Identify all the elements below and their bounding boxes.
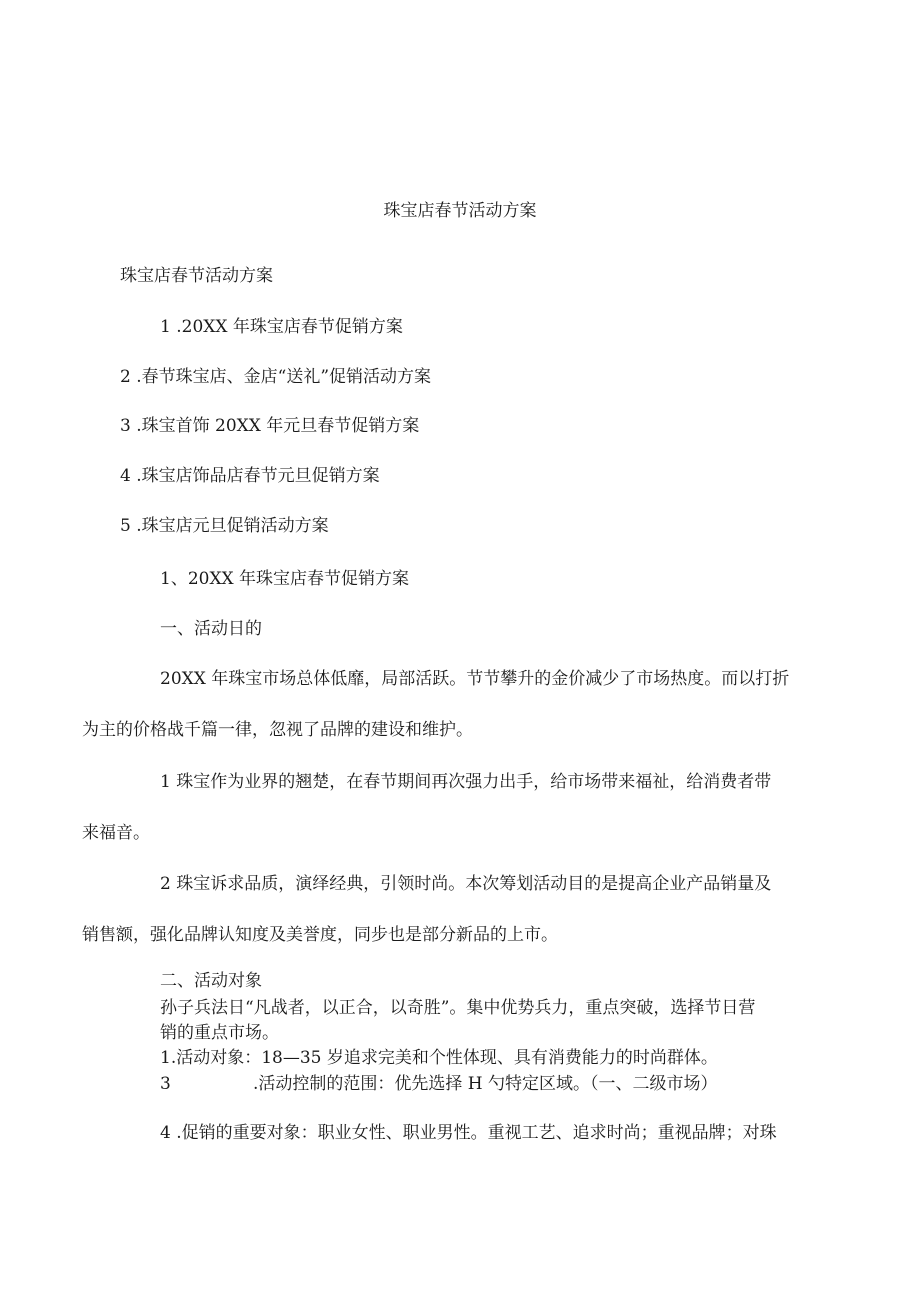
paragraph-1-line-1: 20XX 年珠宝市场总体低靡，局部活跃。节节攀升的金价减少了市场热度。而以打折 (160, 669, 790, 689)
toc-item-1: 1 .20XX 年珠宝店春节促销方案 (160, 317, 403, 337)
document-title: 珠宝店春节活动方案 (383, 201, 537, 221)
paragraph-4-line-2: 销的重点市场。 (160, 1023, 279, 1043)
section-heading: 1、20XX 年珠宝店春节促销方案 (160, 569, 410, 589)
paragraph-3-line-1: 2 珠宝诉求品质，演绎经典，引领时尚。本次筹划活动目的是提高企业产品销量及 (160, 874, 772, 894)
subtitle: 珠宝店春节活动方案 (120, 266, 273, 286)
paragraph-5: 1.活动对象：18—35 岁追求完美和个性体现、具有消费能力的时尚群体。 (160, 1048, 718, 1068)
toc-item-4: 4 .珠宝店饰品店春节元旦促销方案 (120, 466, 380, 486)
toc-item-2: 2 .春节珠宝店、金店“送礼”促销活动方案 (120, 367, 432, 387)
heading-activity-purpose: 一、活动日的 (160, 619, 262, 639)
paragraph-6-text: .活动控制的范围：优先选择 H 勺特定区域。（一、二级市场） (253, 1074, 718, 1094)
heading-activity-target: 二、活动对象 (160, 971, 262, 991)
paragraph-3-line-2: 销售额，强化品牌认知度及美誉度，同步也是部分新品的上市。 (82, 925, 558, 945)
paragraph-7: 4 .促销的重要对象：职业女性、职业男性。重视工艺、追求时尚；重视品牌；对珠 (160, 1123, 777, 1143)
paragraph-4-line-1: 孙子兵法日“凡战者，以正合，以奇胜”。集中优势兵力，重点突破，选择节日营 (160, 998, 756, 1018)
paragraph-2-line-2: 来福音。 (82, 823, 150, 843)
paragraph-6-number: 3 (160, 1074, 171, 1094)
toc-item-3: 3 .珠宝首饰 20XX 年元旦春节促销方案 (120, 416, 420, 436)
paragraph-1-line-2: 为主的价格战千篇一律，忽视了品牌的建设和维护。 (82, 720, 473, 740)
paragraph-2-line-1: 1 珠宝作为业界的翘楚，在春节期间再次强力出手，给市场带来福祉，给消费者带 (160, 772, 772, 792)
toc-item-5: 5 .珠宝店元旦促销活动方案 (120, 516, 329, 536)
